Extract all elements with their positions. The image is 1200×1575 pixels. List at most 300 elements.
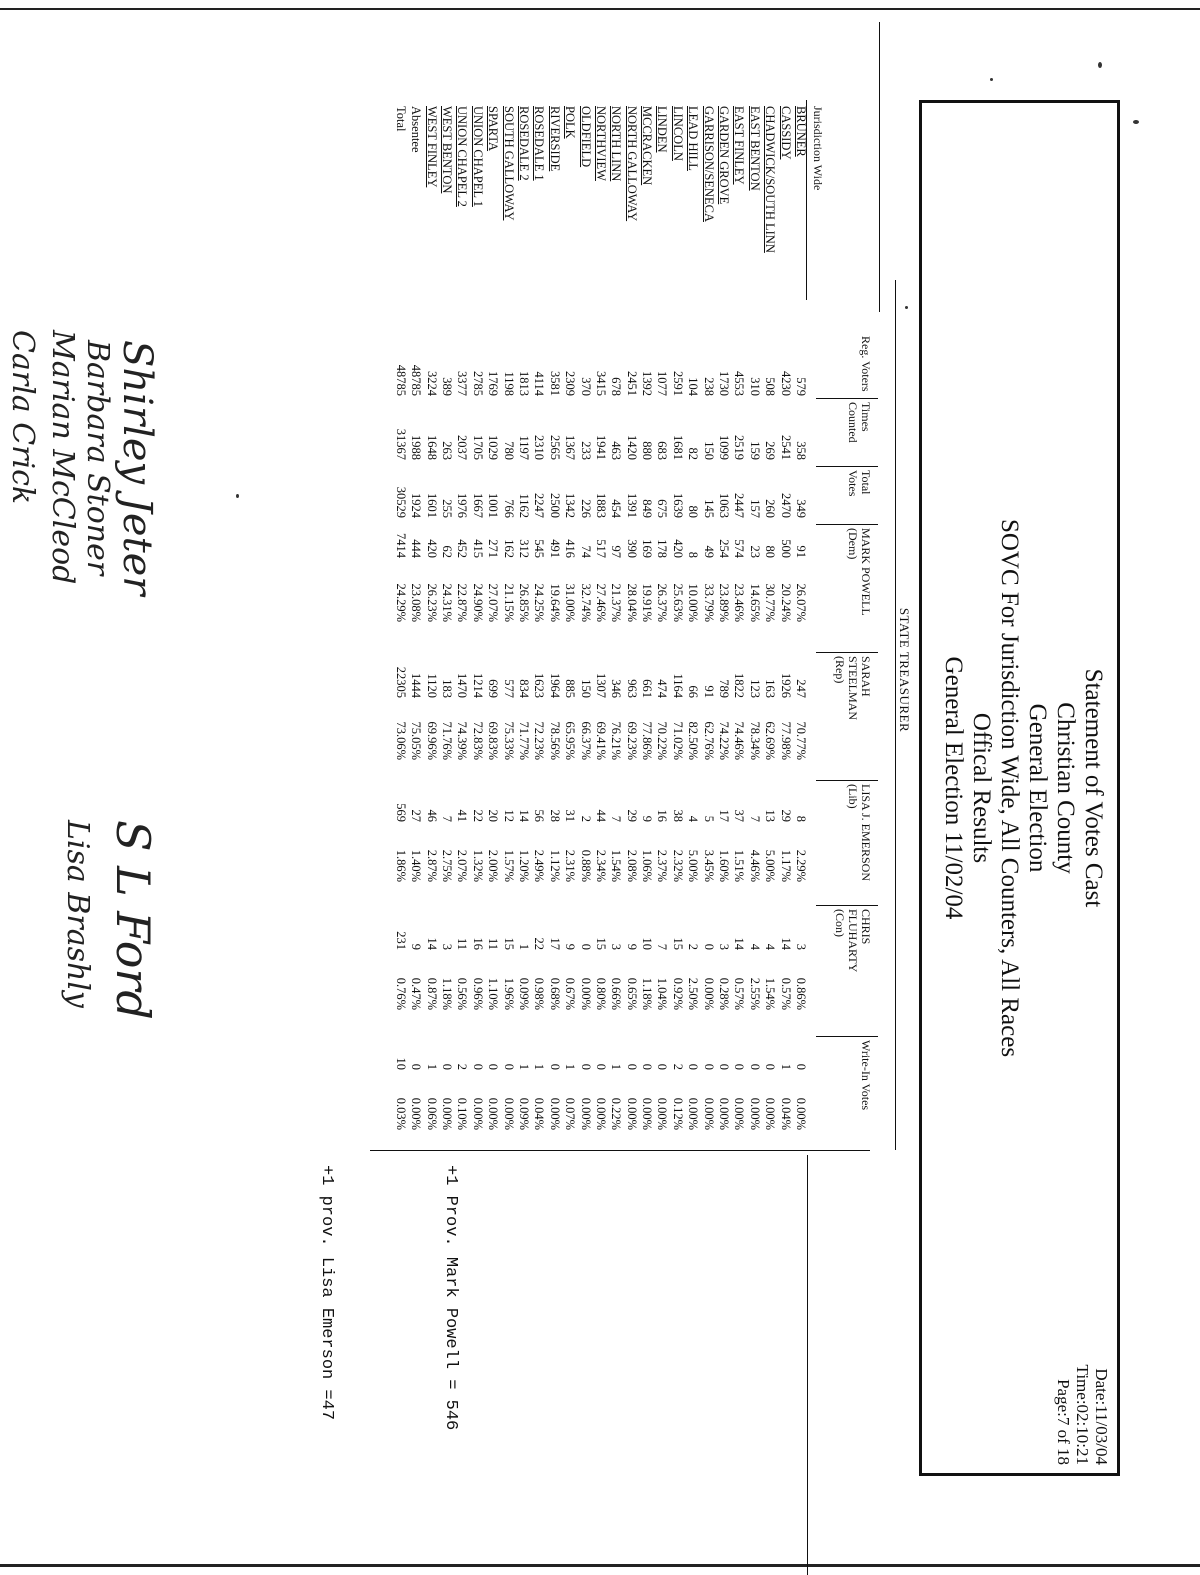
table-cell: 22 (470, 809, 485, 822)
table-cell: 29 (778, 809, 793, 822)
table-cell: 2.32% (670, 849, 685, 882)
table-cell: 0.65% (624, 977, 639, 1010)
table-cell: 415 (470, 539, 485, 558)
table-cell: 162 (501, 539, 516, 558)
table-cell: 517 (593, 539, 608, 558)
table-cell: 8 (794, 815, 808, 822)
col-total-votes: Total Votes (846, 470, 873, 497)
table-cell: 0.12% (670, 1097, 685, 1130)
table-cell: 0 (578, 943, 593, 950)
table-cell: 91 (701, 685, 716, 698)
table-cell: 2.49% (532, 849, 547, 882)
signature: Marian McCleod (45, 330, 80, 585)
table-cell: 2247 (532, 493, 547, 518)
table-cell: 766 (501, 499, 516, 518)
table-cell: 32.74% (578, 583, 593, 622)
table-cell: 23 (747, 545, 762, 558)
race-title: STATE TREASURER (897, 607, 912, 733)
table-cell: 12 (501, 809, 516, 822)
table-cell: 0.88% (578, 849, 593, 882)
table-cell: 1 (424, 1063, 439, 1070)
table-cell: 82 (686, 447, 701, 460)
table-cell: 2.50% (686, 977, 701, 1010)
table-cell: 3415 (593, 371, 608, 396)
table-cell: 0 (486, 1063, 501, 1070)
table-row (762, 100, 777, 1200)
table-cell: 2519 (732, 435, 747, 460)
table-cell: 0.10% (455, 1097, 470, 1130)
county-name: Christian County (1052, 702, 1079, 874)
table-cell: 1.51% (732, 849, 747, 882)
jurisdiction-name: POLK (563, 106, 578, 139)
table-cell: 183 (440, 679, 455, 698)
table-cell: 163 (763, 679, 778, 698)
race-divider (895, 280, 896, 1150)
table-cell: 1001 (486, 493, 501, 518)
table-cell: 263 (440, 441, 455, 460)
table-cell: 23.46% (732, 583, 747, 622)
table-cell: 0.67% (563, 977, 578, 1010)
table-cell: 1063 (717, 493, 732, 518)
table-cell: 1029 (486, 435, 501, 460)
table-cell: 1 (516, 1063, 531, 1070)
table-cell: 22 (532, 937, 547, 950)
table-cell: 0.07% (563, 1097, 578, 1130)
table-cell: 20.24% (778, 583, 793, 622)
table-cell: 0.57% (732, 977, 747, 1010)
table-cell: 0 (794, 1063, 808, 1070)
col-separator (816, 652, 878, 653)
jurisdiction-name: WEST BENTON (440, 106, 455, 194)
table-cell: 885 (563, 679, 578, 698)
table-cell: 0.00% (717, 1097, 732, 1130)
table-cell: 2.37% (655, 849, 670, 882)
table-cell: 0.22% (609, 1097, 624, 1130)
table-cell: 0 (593, 1063, 608, 1070)
jurisdiction-name: SOUTH GALLOWAY (501, 106, 516, 221)
table-cell: 0.00% (763, 1097, 778, 1130)
table-cell: 1964 (547, 673, 562, 698)
table-cell: 1470 (455, 673, 470, 698)
table-cell: 69.83% (486, 721, 501, 760)
col-reg-voters: Reg. Voters (859, 336, 873, 392)
table-cell: 0.47% (409, 977, 424, 1010)
table-row (439, 100, 454, 1200)
table-cell: 23.89% (717, 583, 732, 622)
results-status: Offical Results (968, 712, 995, 864)
col-write-in: Write-In Votes (859, 1040, 873, 1111)
table-cell: 683 (655, 441, 670, 460)
table-cell: 4 (763, 943, 778, 950)
signature: Shirley Jeter (114, 340, 160, 596)
table-cell: 1120 (424, 673, 439, 698)
table-cell: 849 (640, 499, 655, 518)
table-row (716, 100, 731, 1200)
jurisdiction-name: NORTH LINN (609, 106, 624, 182)
table-cell: 0.04% (532, 1097, 547, 1130)
table-cell: 97 (609, 545, 624, 558)
table-cell: 17 (547, 937, 562, 950)
table-cell: 231 (393, 931, 408, 950)
table-cell: 0 (440, 1063, 455, 1070)
table-row (669, 100, 684, 1200)
table-cell: 0 (701, 1063, 716, 1070)
table-cell: 2785 (470, 371, 485, 396)
table-cell: 2 (455, 1063, 470, 1070)
table-cell: 0.00% (501, 1097, 516, 1130)
table-cell: 29 (624, 809, 639, 822)
table-cell: 31.00% (563, 583, 578, 622)
col-jurisdiction: Jurisdiction Wide (811, 106, 825, 191)
table-cell: 0.92% (670, 977, 685, 1010)
jurisdiction-name: WEST FINLEY (424, 106, 439, 188)
table-cell: 72.83% (470, 721, 485, 760)
jurisdiction-name: CHADWICK/SOUTH LINN (763, 106, 778, 253)
jurisdiction-name: ROSEDALE 1 (532, 106, 547, 181)
table-cell: 1 (563, 1063, 578, 1070)
table-row (531, 100, 546, 1200)
table-cell: 1077 (655, 371, 670, 396)
table-cell: 24.90% (470, 583, 485, 622)
table-cell: 0.09% (516, 977, 531, 1010)
table-cell: 1.40% (409, 849, 424, 882)
table-cell: 1 (778, 1063, 793, 1070)
table-row (408, 100, 423, 1200)
jurisdiction-name: UNION CHAPEL 2 (455, 106, 470, 207)
col-candidate-fluharty: CHRIS FLUHARTY (Con) (833, 909, 873, 972)
table-cell: 16 (655, 809, 670, 822)
jurisdiction-name: SPARTA (486, 106, 501, 152)
table-cell: 4.46% (747, 849, 762, 882)
table-cell: 0.76% (393, 977, 408, 1010)
table-row (423, 100, 438, 1200)
jurisdiction-name: Total (393, 106, 408, 132)
table-cell: 963 (624, 679, 639, 698)
table-cell: 2541 (778, 435, 793, 460)
table-cell: 74 (578, 545, 593, 558)
table-row (793, 100, 808, 1200)
table-cell: 9 (624, 943, 639, 950)
table-cell: 675 (655, 499, 670, 518)
table-cell: 454 (609, 499, 624, 518)
table-cell: 661 (640, 679, 655, 698)
table-cell: 1162 (516, 493, 531, 518)
table-cell: 77.86% (640, 721, 655, 760)
table-cell: 66.37% (578, 721, 593, 760)
table-cell: 1099 (717, 435, 732, 460)
table-cell: 4114 (532, 371, 547, 396)
table-cell: 62.69% (763, 721, 778, 760)
table-cell: 26.07% (794, 583, 808, 622)
table-cell: 77.98% (778, 721, 793, 760)
table-cell: 500 (778, 539, 793, 558)
table-cell: 23.08% (409, 583, 424, 622)
table-cell: 26.23% (424, 583, 439, 622)
table-cell: 0 (732, 1063, 747, 1070)
table-cell: 2309 (563, 371, 578, 396)
table-cell: 5.00% (763, 849, 778, 882)
table-cell: 247 (794, 679, 808, 698)
table-cell: 0 (409, 1063, 424, 1070)
table-cell: 2.07% (455, 849, 470, 882)
table-cell: 0 (655, 1063, 670, 1070)
table-cell: 26.37% (655, 583, 670, 622)
table-cell: 4 (686, 815, 701, 822)
col-separator (816, 780, 878, 781)
table-cell: 0.68% (547, 977, 562, 1010)
table-cell: 15 (670, 937, 685, 950)
table-cell: 1 (532, 1063, 547, 1070)
table-row (639, 100, 654, 1200)
table-cell: 0.00% (578, 1097, 593, 1130)
table-cell: 0.04% (778, 1097, 793, 1130)
jurisdiction-name: EAST BENTON (747, 106, 762, 191)
table-cell: 834 (516, 679, 531, 698)
table-cell: 10 (640, 937, 655, 950)
table-cell: 24.25% (532, 583, 547, 622)
table-cell: 0 (686, 1063, 701, 1070)
table-cell: 27.07% (486, 583, 501, 622)
table-row (516, 100, 531, 1200)
col-times-counted: Times Counted (846, 402, 873, 443)
table-cell: 73.06% (393, 721, 408, 760)
table-cell: 14 (732, 937, 747, 950)
table-cell: 789 (717, 679, 732, 698)
table-cell: 0 (501, 1063, 516, 1070)
table-cell: 159 (747, 441, 762, 460)
table-cell: 49 (701, 545, 716, 558)
table-cell: 1164 (670, 673, 685, 698)
table-cell: 346 (609, 679, 624, 698)
table-cell: 579 (794, 377, 808, 396)
table-row (469, 100, 484, 1200)
table-cell: 56 (532, 809, 547, 822)
table-cell: 0.00% (593, 1097, 608, 1130)
signature: Lisa Brashly (60, 820, 95, 1008)
table-cell: 2447 (732, 493, 747, 518)
table-row (392, 100, 407, 1200)
jurisdiction-name: ROSEDALE 2 (516, 106, 531, 181)
table-cell: 1391 (624, 493, 639, 518)
table-cell: 444 (409, 539, 424, 558)
table-cell: 2310 (532, 435, 547, 460)
table-row (685, 100, 700, 1200)
table-cell: 0 (747, 1063, 762, 1070)
table-cell: 1976 (455, 493, 470, 518)
table-cell: 24.29% (393, 583, 408, 622)
table-cell: 452 (455, 539, 470, 558)
table-cell: 1623 (532, 673, 547, 698)
table-row (454, 100, 469, 1200)
table-cell: 75.05% (409, 721, 424, 760)
table-cell: 17 (717, 809, 732, 822)
report-header (919, 100, 1120, 1476)
table-cell: 1.86% (393, 849, 408, 882)
jurisdiction-name: UNION CHAPEL 1 (470, 106, 485, 207)
table-cell: 491 (547, 539, 562, 558)
table-cell: 31367 (393, 428, 408, 460)
table-cell: 4 (747, 943, 762, 950)
table-cell: 1.12% (547, 849, 562, 882)
table-cell: 1639 (670, 493, 685, 518)
table-cell: 0 (624, 1063, 639, 1070)
table-cell: 238 (701, 377, 716, 396)
col-separator (816, 466, 878, 467)
table-cell: 0.00% (547, 1097, 562, 1130)
table-row (500, 100, 515, 1200)
table-cell: 7 (440, 815, 455, 822)
page-number: Page:7 of 18 (1054, 1379, 1073, 1465)
table-cell: 3224 (424, 371, 439, 396)
table-cell: 1.60% (717, 849, 732, 882)
table-cell: 260 (763, 499, 778, 518)
table-cell: 1.17% (778, 849, 793, 882)
table-cell: 82.50% (686, 721, 701, 760)
table-cell: 10 (393, 1057, 408, 1070)
table-cell: 75.33% (501, 721, 516, 760)
table-cell: 1307 (593, 673, 608, 698)
table-cell: 70.22% (655, 721, 670, 760)
table-cell: 1214 (470, 673, 485, 698)
table-cell: 312 (516, 539, 531, 558)
table-cell: 3 (440, 943, 455, 950)
table-cell: 10.00% (686, 583, 701, 622)
table-row (546, 100, 561, 1200)
table-cell: 1883 (593, 493, 608, 518)
table-cell: 1444 (409, 673, 424, 698)
table-cell: 1.54% (609, 849, 624, 882)
table-cell: 420 (670, 539, 685, 558)
table-cell: 1.57% (501, 849, 516, 882)
table-cell: 30.77% (763, 583, 778, 622)
table-cell: 150 (578, 679, 593, 698)
table-cell: 69.23% (624, 721, 639, 760)
table-cell: 271 (486, 539, 501, 558)
table-cell: 1601 (424, 493, 439, 518)
table-cell: 2500 (547, 493, 562, 518)
table-cell: 14.65% (747, 583, 762, 622)
report-time: Time:02:10:21 (1073, 1364, 1092, 1465)
table-cell: 1.04% (655, 977, 670, 1010)
table-cell: 0.06% (424, 1097, 439, 1130)
report-subtitle: SOVC For Jurisdiction Wide, All Counters, All Races (996, 518, 1023, 1058)
table-cell: 577 (501, 679, 516, 698)
report-title: Statement of Votes Cast (1080, 668, 1107, 908)
table-cell: 28.04% (624, 583, 639, 622)
table-cell: 1813 (516, 371, 531, 396)
table-cell: 2.08% (624, 849, 639, 882)
table-cell: 33.79% (701, 583, 716, 622)
table-cell: 1.20% (516, 849, 531, 882)
table-cell: 1420 (624, 435, 639, 460)
table-row (608, 100, 623, 1200)
col-candidate-steelman: SARAH STEELMAN (Rep) (833, 656, 873, 720)
table-cell: 123 (747, 679, 762, 698)
table-cell: 0.00% (701, 1097, 716, 1130)
table-cell: 2.00% (486, 849, 501, 882)
table-cell: 15 (593, 937, 608, 950)
table-cell: 780 (501, 441, 516, 460)
jurisdiction-name: NORTHVIEW (593, 106, 608, 181)
table-cell: 74.22% (717, 721, 732, 760)
table-cell: 30529 (393, 486, 408, 518)
table-cell: 1198 (501, 371, 516, 396)
jurisdiction-name: LINCOLN (670, 106, 685, 161)
table-cell: 1769 (486, 371, 501, 396)
table-cell: 0.00% (486, 1097, 501, 1130)
table-cell: 0 (547, 1063, 562, 1070)
table-cell: 31 (563, 809, 578, 822)
table-cell: 2 (578, 815, 593, 822)
table-cell: 508 (763, 377, 778, 396)
table-cell: 14 (516, 809, 531, 822)
table-cell: 0 (701, 943, 716, 950)
table-cell: 5 (701, 815, 716, 822)
table-cell: 22.87% (455, 583, 470, 622)
table-cell: 104 (686, 377, 701, 396)
table-cell: 14 (778, 937, 793, 950)
table-cell: 1.10% (486, 977, 501, 1010)
table-cell: 574 (732, 539, 747, 558)
table-cell: 1.06% (640, 849, 655, 882)
table-cell: 2.34% (593, 849, 608, 882)
table-cell: 71.77% (516, 721, 531, 760)
table-cell: 0.00% (640, 1097, 655, 1130)
table-cell: 0.00% (470, 1097, 485, 1130)
table-cell: 569 (393, 803, 408, 822)
table-cell: 0.00% (624, 1097, 639, 1130)
table-cell: 358 (794, 441, 808, 460)
table-cell: 22305 (393, 666, 408, 698)
table-cell: 0.00% (409, 1097, 424, 1130)
jurisdiction-name: BRUNER (794, 106, 808, 157)
table-cell: 71.02% (670, 721, 685, 760)
table-cell: 0.00% (655, 1097, 670, 1130)
table-cell: 74.46% (732, 721, 747, 760)
table-cell: 21.15% (501, 583, 516, 622)
col-candidate-emerson: LISA J. EMERSON (Lib) (846, 784, 873, 882)
table-cell: 2 (686, 943, 701, 950)
table-cell: 226 (578, 499, 593, 518)
table-cell: 1988 (409, 435, 424, 460)
table-cell: 62.76% (701, 721, 716, 760)
table-cell: 15 (501, 937, 516, 950)
table-cell: 65.95% (563, 721, 578, 760)
table-cell: 474 (655, 679, 670, 698)
table-cell: 3 (609, 943, 624, 950)
table-cell: 269 (763, 441, 778, 460)
table-cell: 157 (747, 499, 762, 518)
table-cell: 0.86% (794, 977, 808, 1010)
table-cell: 2.87% (424, 849, 439, 882)
table-row (623, 100, 638, 1200)
table-cell: 28 (547, 809, 562, 822)
table-cell: 3 (717, 943, 732, 950)
table-cell: 46 (424, 809, 439, 822)
header-divider (879, 22, 880, 312)
table-cell: 1648 (424, 435, 439, 460)
table-cell: 1342 (563, 493, 578, 518)
table-cell: 1197 (516, 435, 531, 460)
table-cell: 150 (701, 441, 716, 460)
jurisdiction-name: MCCRACKEN (640, 106, 655, 186)
jurisdiction-name: RIVERSIDE (547, 106, 562, 172)
jurisdiction-name: LEAD HILL (686, 106, 701, 171)
table-row (562, 100, 577, 1200)
table-cell: 5.00% (686, 849, 701, 882)
table-cell: 2.75% (440, 849, 455, 882)
table-cell: 0.57% (778, 977, 793, 1010)
